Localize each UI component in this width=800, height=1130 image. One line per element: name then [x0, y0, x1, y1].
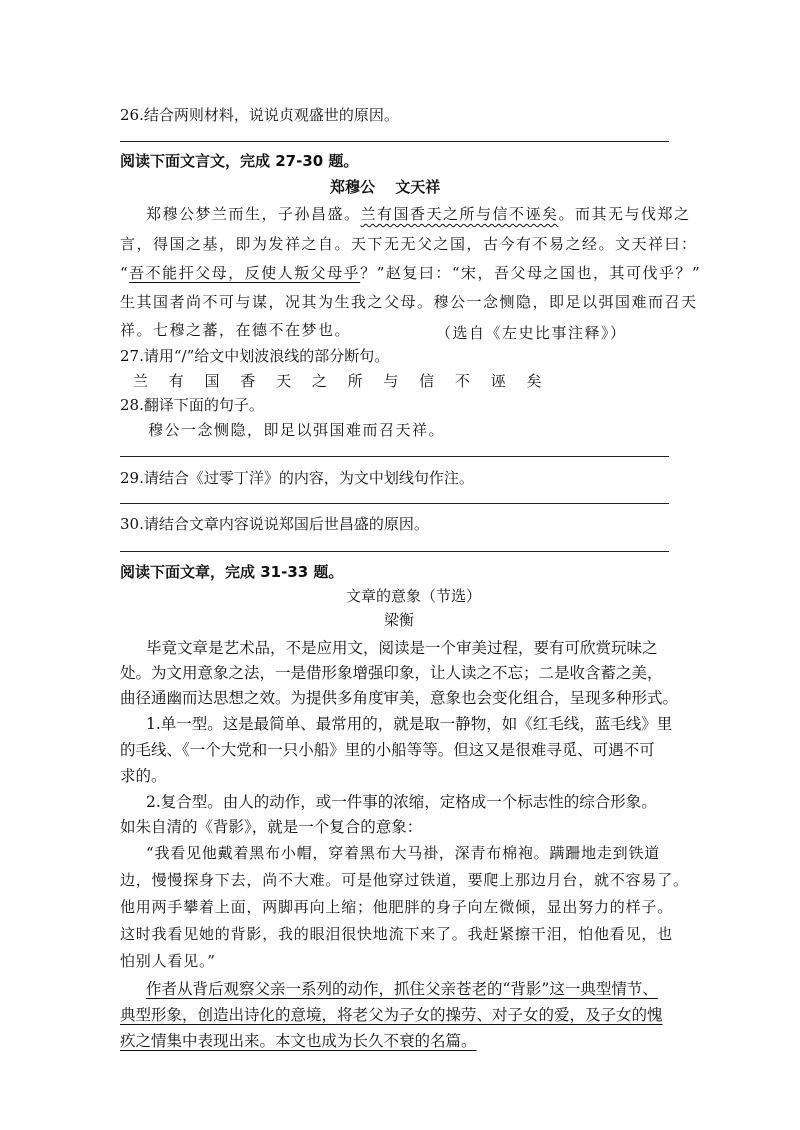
answer-line-30 [120, 551, 669, 552]
p4-line-3: 疚之情集中表现出来。本文也成为长久不衰的名篇。 [120, 1032, 477, 1050]
section-heading-modern: 阅读下面文章，完成 31-33 题。 [120, 563, 344, 581]
passage-line-1 [146, 203, 691, 224]
wavy-underlined-phrase: 兰有国香天之所与信不诬矣 [360, 205, 559, 223]
article-title: 文章的意象（节选） [346, 587, 482, 605]
passage-line-1-pre: 郑穆公梦兰而生，子孙昌盛。 [146, 205, 361, 223]
translate-sentence: 穆公一念恻隐，即足以弭国难而召天祥。 [148, 421, 446, 439]
quote-line-3: 他用两手攀着上面，两脚再向上缩；他肥胖的身子向左微倾，显出努力的样子。 [120, 898, 674, 916]
p2-line-2: 的毛线、《一个大党和一只小船》里的小船等等。但这又是很难寻觅、可遇不可 [120, 741, 655, 759]
article-author: 梁衡 [384, 611, 415, 629]
answer-line-29 [120, 503, 669, 504]
answer-line-26 [120, 141, 669, 142]
quote-line-5: 怕别人看见。” [120, 952, 216, 970]
underlined-sentence: 吾不能扞父母，反使人叛父母乎 [129, 264, 361, 282]
p1-line-1: 毕竟文章是艺术品，不是应用文，阅读是一个审美过程，要有可欣赏玩味之 [146, 639, 658, 657]
p4-line-2: 典型形象，创造出诗化的意境，将老父为子女的操劳、对子女的爱，及子女的愧 [120, 1006, 663, 1024]
quote-line-1: “我看见他戴着黑布小帽，穿着黑布大马褂，深青布棉袍。蹒跚地走到铁道 [146, 844, 661, 862]
question-30: 30.请结合文章内容说说郑国后世昌盛的原因。 [120, 515, 429, 533]
question-28: 28.翻译下面的句子。 [120, 396, 264, 414]
passage-line-4: 生其国者尚不可与谋，况其为生我之父母。穆公一念恻隐，即足以弭国难而召天 [120, 293, 698, 311]
passage-source: （选自《左史比事注释》） [436, 324, 627, 342]
passage-line-1-post: 。而其无与伐郑之 [558, 205, 691, 223]
quote-rest: ？”赵复曰：“宋，吾父母之国也，其可伐乎？” [360, 264, 702, 282]
classical-title: 郑穆公 文天祥 [330, 178, 441, 196]
answer-line-28 [120, 456, 669, 457]
quote-line-4: 这时我看见她的背影，我的眼泪很快地流下来了。我赶紧擦干泪，怕他看见，也 [120, 925, 674, 943]
p3-line-1: 2.复合型。由人的动作，或一件事的浓缩，定格成一个标志性的综合形象。 [146, 793, 657, 811]
passage-line-2: 言，得国之基，即为发祥之自。天下无无父之国，古今有不易之经。文天祥曰： [120, 235, 698, 253]
quote-line-2: 边，慢慢探身下去，尚不大难。可是他穿过铁道，要爬上那边月台，就不容易了。 [120, 871, 689, 889]
p1-line-2: 处。为文用意象之法，一是借形象增强印象，让人读之不忘；二是收含蓄之美， [120, 664, 663, 682]
p2-line-3: 求的。 [120, 767, 167, 785]
punctuation-chars: 兰 有 国 香 天 之 所 与 信 不 诬 矣 [133, 372, 550, 390]
question-27: 27.请用“/”给文中划波浪线的部分断句。 [120, 347, 390, 365]
passage-line-5: 祥。七穆之蕃，在德不在梦也。 [120, 321, 352, 339]
quote-open: “ [120, 264, 130, 282]
question-29: 29.请结合《过零丁洋》的内容，为文中划线句作注。 [120, 469, 474, 487]
question-26: 26.结合两则材料，说说贞观盛世的原因。 [120, 106, 399, 124]
p4-line-1: 作者从背后观察父亲一系列的动作，抓住父亲苍老的“背影”这一典型情节、 [146, 980, 658, 998]
p1-line-3: 曲径通幽而达思想之效。为提供多角度审美，意象也会变化组合，呈现多种形式。 [120, 689, 679, 707]
p2-line-1: 1.单一型。这是最简单、最常用的，就是取一静物，如《红毛线，蓝毛线》里 [146, 715, 673, 733]
section-heading-classical: 阅读下面文言文，完成 27-30 题。 [120, 152, 359, 170]
p3-line-2: 如朱自清的《背影》，就是一个复合的意象： [120, 818, 423, 836]
passage-line-3 [120, 262, 701, 283]
